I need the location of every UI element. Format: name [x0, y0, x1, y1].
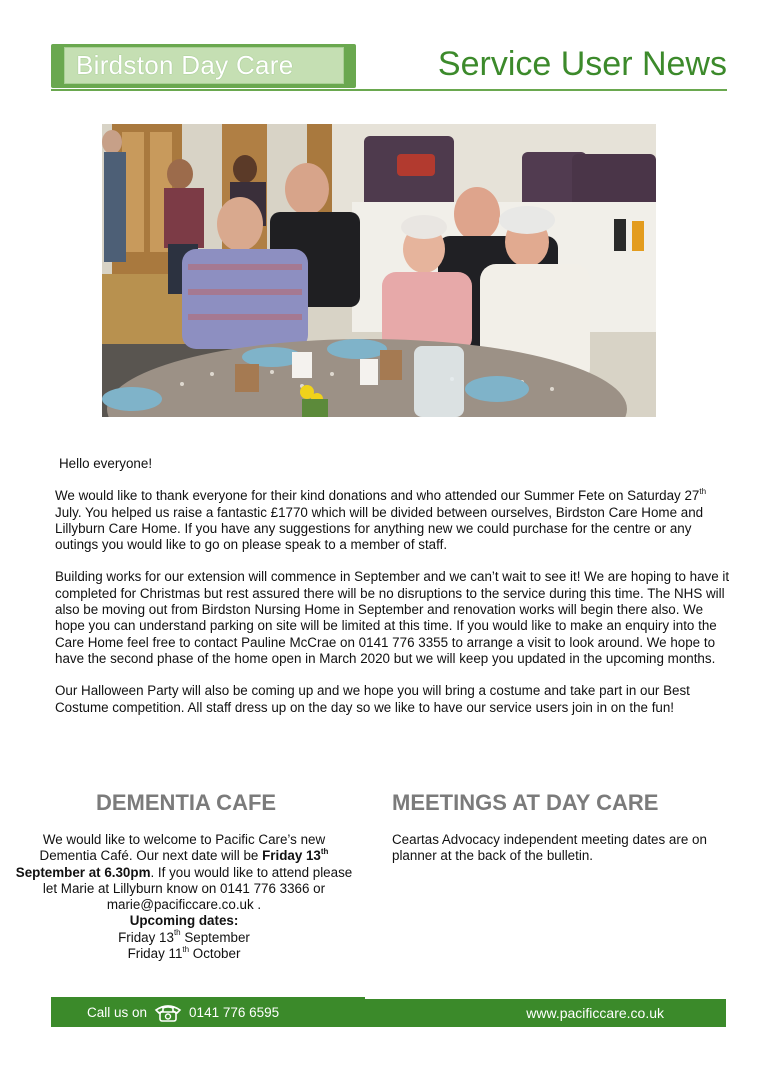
group-photo [102, 124, 656, 417]
header-divider [51, 89, 727, 91]
footer-website-link[interactable]: www.pacificcare.co.uk [526, 1005, 664, 1021]
dementia-text-intro: We would like to welcome to Pacific Care’s new Dementia Café. Our next date will be [39, 832, 326, 864]
dementia-next-date: Friday 13 [262, 848, 321, 864]
paragraph-halloween: Our Halloween Party will also be coming up and we hope you will bring a costume and take part in our Best Costume competition. All staff dress up on the day so we like to have our service users join in on the fun! [55, 683, 690, 715]
group-photo-illustration [102, 124, 656, 417]
intro-article [55, 456, 733, 732]
ordinal-suffix: th [699, 486, 707, 496]
footer-contact [87, 999, 279, 1027]
ordinal-suffix: th [182, 944, 190, 954]
paragraph-summer-fete [55, 488, 733, 553]
ordinal-suffix: th [173, 928, 181, 938]
footer-bar [51, 999, 726, 1027]
dementia-cafe-body [14, 832, 354, 962]
dementia-cafe-title: DEMENTIA CAFE [96, 790, 277, 815]
upcoming-date-1 [118, 930, 250, 945]
upcoming-date-1-day: Friday 13 [118, 929, 174, 945]
paragraph-building-works: Building works for our extension will commence in September and we can’t wait to see it! We are hoping to have it completed for Christmas but rest assured there will be no disruptions to the service during this time. The NHS will also be moving out from Birdston Nursing Home in September and renovation works will begin there also. We hope you can understand parking on site will be limited at this time. If you would like to make an enquiry into the Care Home feel free to contact Pauline McCrae on 0141 776 3355 to arrange a visit to look around. We hope to have the second phase of the home open in March 2020 but we will keep you updated in the upcoming months. [55, 569, 730, 666]
telephone-icon [153, 1003, 183, 1023]
page-title: Service User News [437, 45, 727, 83]
meetings-body: Ceartas Advocacy independent meeting dates are on planner at the back of the bulletin. [392, 832, 707, 864]
paragraph-summer-fete-part2: July. You helped us raise a fantastic £1770 which will be divided between ourselves, Birdston Care Home and Lillyburn Care Home. If you have any suggestions for anything new we could purchase for the centre or any outings you would like to go on please speak to a member of staff. [55, 504, 704, 553]
meetings-title: MEETINGS AT DAY CARE [392, 790, 659, 815]
footer-phone-number[interactable]: 0141 776 6595 [189, 1005, 280, 1020]
ordinal-suffix: th [320, 846, 329, 856]
dementia-next-time: September at 6.30pm [15, 864, 151, 880]
greeting: Hello everyone! [59, 456, 153, 471]
upcoming-date-2-day: Friday 11 [127, 946, 183, 962]
upcoming-date-2 [128, 946, 241, 961]
upcoming-date-2-month: October [189, 946, 241, 962]
dementia-text-contact: . If you would like to attend please let Marie at Lillyburn know on 0141 776 3366 or marie@pacificcare.co.uk . [42, 864, 353, 913]
upcoming-date-1-month: September [180, 929, 250, 945]
paragraph-summer-fete-part1: We would like to thank everyone for their kind donations and who attended our Summer Fete on Saturday 27 [55, 488, 700, 504]
brand-name: Birdston Day Care [76, 50, 294, 80]
call-label: Call us on [87, 1005, 148, 1020]
upcoming-dates-label: Upcoming dates: [129, 913, 239, 929]
